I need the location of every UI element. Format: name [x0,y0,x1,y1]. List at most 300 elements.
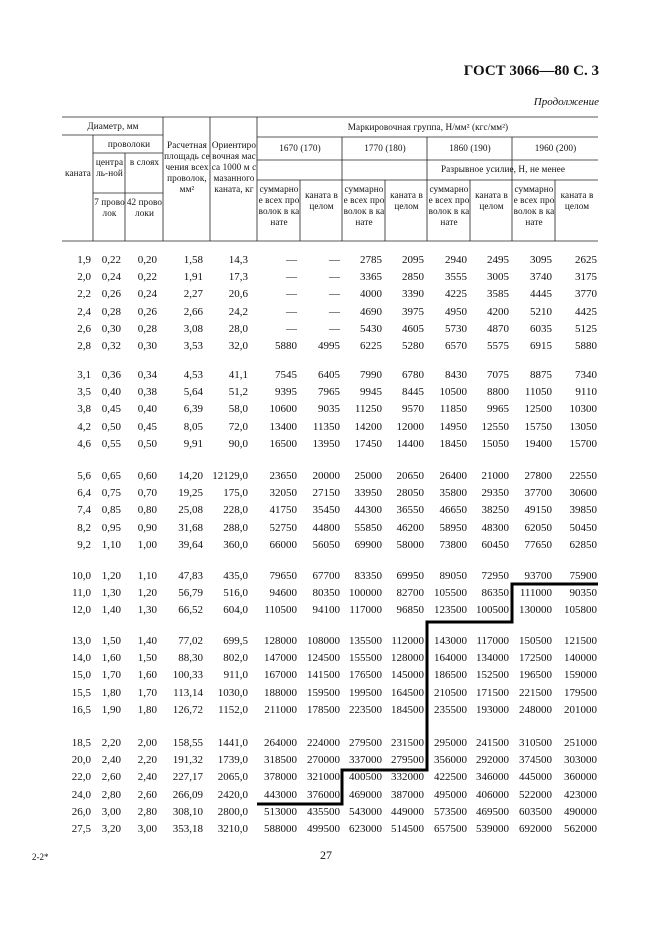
table-cell: 8430 [445,369,467,381]
table-cell: 10500 [439,386,467,399]
table-cell: 2,2 [77,288,91,301]
table-cell: 56050 [312,538,340,551]
table-cell: 196500 [519,669,552,682]
table-cell: 124500 [307,652,340,665]
table-cell: 135500 [349,635,382,647]
table-cell: 62050 [524,521,552,534]
table-cell: 0,45 [137,420,157,433]
table-cell: 2495 [487,254,509,266]
table-cell: 6915 [530,340,552,352]
table-cell: 13,0 [71,635,91,647]
table-cell: 7075 [487,369,509,381]
table-cell: 15750 [524,420,552,433]
table-cell: 73800 [439,538,467,551]
table-cell: 310500 [519,737,552,749]
table-cell: 4950 [445,305,467,318]
table-cell: 1,70 [137,686,157,699]
table-cell: 2850 [402,271,424,284]
table-cell: 288,0 [223,521,248,534]
table-cell: 179500 [564,686,597,699]
table-cell: 15050 [481,437,509,450]
mass-header: Ориентировочная масса 1000 м смазанного каната, кг [211,140,257,194]
table-cell: 72950 [481,570,509,582]
table-cell: 911,0 [223,669,248,682]
table-cell: 0,50 [137,437,157,450]
table-cell: 15,0 [71,669,91,682]
table-cell: 20,0 [71,754,91,767]
table-cell: 12550 [481,420,509,433]
table-cell: 36550 [396,504,424,517]
table-cell: 360000 [564,771,597,784]
table-cell: 172500 [519,652,552,665]
table-cell: 105500 [434,587,467,600]
table-cell: 0,65 [101,470,121,482]
table-cell: 14,20 [178,470,203,482]
table-cell: 44800 [312,521,340,534]
table-cell: 58,0 [228,403,248,416]
table-cell: 374500 [519,754,552,767]
table-cell: 159000 [564,669,597,682]
table-cell: 221500 [519,686,552,699]
table-cell: 152500 [476,669,509,682]
table-cell: 49150 [524,504,552,517]
table-cell: 1,80 [101,686,121,699]
table-cell: 4605 [402,322,424,335]
table-cell: 241500 [476,737,509,749]
table-cell: 3,8 [77,403,91,416]
table-cell: 186500 [434,669,467,682]
table-cell: 3365 [360,271,382,284]
table-cell: 4,53 [183,369,203,381]
table-cell: 24,0 [71,788,91,801]
table-cell: 0,30 [101,322,121,335]
table-cell: 51,2 [228,386,248,399]
table-cell: 80350 [312,587,340,600]
wires-header: проволоки [107,139,151,149]
table-cell: 3095 [530,254,552,266]
table-cell: 1,70 [101,669,121,682]
table-cell: 94100 [312,604,340,617]
table-cell: 21000 [481,470,509,482]
table-cell: 802,0 [223,652,248,665]
table-cell: 1,30 [101,587,121,600]
table-cell: 66,52 [178,604,203,617]
table-cell: 1,20 [137,587,157,600]
sum-header: суммарное всех проволок в канате [258,184,300,227]
table-cell: 77650 [524,538,552,551]
table-cell: 495000 [434,788,467,801]
table-cell: 134000 [476,652,509,665]
table-cell: 4225 [445,288,467,301]
table-cell: 17,3 [228,271,248,284]
table-cell: 199500 [349,686,382,699]
table-cell: 5730 [445,322,467,335]
rope-whole-header: каната в целом [390,190,423,211]
table-cell: 188000 [264,686,297,699]
table-cell: 499500 [307,823,340,835]
table-cell: 376000 [307,788,340,801]
table-cell: 27,5 [71,823,91,835]
table-cell: 4,2 [77,420,91,433]
table-cell: 543000 [349,805,382,818]
table-cell: 1,9 [77,254,91,266]
table-cell: 0,22 [101,254,121,266]
table-cell: 1,90 [101,703,121,716]
table-cell: 1,80 [137,703,157,716]
table-cell: — [329,322,340,335]
table-cell: 0,85 [101,504,121,517]
table-cell: 8,05 [183,420,203,433]
table-cell: 128000 [264,635,297,647]
diameter-header: Диаметр, мм [87,121,139,131]
table-cell: 13050 [569,420,597,433]
table-cell: 469500 [476,805,509,818]
table-cell: 13950 [312,437,340,450]
table-cell: 435500 [307,805,340,818]
table-cell: 9395 [275,386,297,399]
table-cell: 406000 [476,788,509,801]
table-cell: 14400 [396,437,424,450]
table-cell: 140000 [564,652,597,665]
layers-header: в слоях [129,157,160,167]
table-cell: 4200 [487,305,509,318]
table-cell: 573500 [434,805,467,818]
table-cell: 211000 [264,703,297,716]
grade-group-header: Маркировочная группа, Н/мм² (кгс/мм²) [347,122,509,132]
fortytwo-wires-header: 42 проволоки [126,197,163,218]
table-cell: 126,72 [172,703,203,716]
table-cell: 12129,0 [212,470,248,482]
table-cell: 3,00 [101,805,121,818]
table-cell: 83350 [354,570,382,582]
table-cell: 112000 [391,635,424,647]
table-cell: 2,20 [101,737,121,749]
table-cell: 2420,0 [217,788,248,801]
table-cell: 26400 [439,470,467,482]
table-cell: 13400 [269,420,297,433]
table-cell: 400500 [349,771,382,784]
table-cell: 3390 [402,288,424,301]
table-cell: 0,40 [137,403,157,416]
table-cell: 60450 [481,538,509,551]
table-cell: 5280 [402,340,424,352]
table-cell: 193000 [476,703,509,716]
table-cell: 0,24 [137,288,157,301]
table-cell: 1441,0 [217,737,248,749]
table-cell: 2095 [402,254,424,266]
table-cell: 1,30 [137,604,157,617]
table-cell: 2785 [360,254,382,266]
page-number: 27 [320,848,332,862]
table-cell: 3555 [445,271,467,284]
table-cell: 141500 [307,669,340,682]
table-cell: 47,83 [178,570,203,582]
table-cell: 224000 [307,737,340,749]
table-cell: 16500 [269,437,297,450]
table-cell: 23650 [269,470,297,482]
table-cell: 8445 [402,386,424,399]
sum-header: суммарное всех проволок в канате [428,184,470,227]
table-cell: 5,64 [183,386,203,399]
table-cell: 303000 [564,754,597,767]
table-cell: 0,70 [137,487,157,500]
table-cell: 235500 [434,703,467,716]
table-cell: 7990 [360,369,382,381]
table-cell: 6570 [445,340,467,352]
table-cell: 227,17 [172,771,203,784]
table-cell: 52750 [269,521,297,534]
rope-whole-header: каната в целом [305,190,338,211]
table-cell: 11250 [354,403,382,416]
table-cell: 159500 [307,686,340,699]
table-cell: 58000 [396,538,424,551]
table-cell: 130000 [519,604,552,617]
table-cell: 4690 [360,305,382,318]
table-cell: 4995 [318,340,340,352]
table-cell: 3770 [575,288,597,301]
table-cell: 32050 [269,487,297,500]
footer-code: 2-2* [32,852,49,862]
table-cell: 8,2 [77,521,91,534]
table-cell: 39,64 [178,538,203,551]
table-cell: 5,6 [77,470,91,482]
table-cell: 69950 [396,570,424,582]
table-cell: 14200 [354,420,382,433]
table-cell: — [329,271,340,284]
table-cell: 9035 [318,403,340,416]
table-cell: 100000 [349,587,382,600]
table-cell: 321000 [307,771,340,784]
table-cell: 121500 [564,635,597,647]
table-cell: 30600 [569,487,597,500]
table-cell: 75900 [569,570,597,582]
table-cell: 155500 [349,652,382,665]
table-cell: 1,10 [137,570,157,582]
table-cell: 12500 [524,403,552,416]
table-cell: 0,32 [101,340,121,352]
table-cell: 228,0 [223,504,248,517]
table-cell: 35800 [439,487,467,500]
table-cell: 6225 [360,340,382,352]
table-cell: 0,90 [137,521,157,534]
table-cell: 178500 [307,703,340,716]
table-cell: 295000 [434,737,467,749]
table-cell: 82700 [396,587,424,600]
table-cell: 1030,0 [217,686,248,699]
table-cell: 603500 [519,805,552,818]
table-cell: 522000 [519,788,552,801]
table-cell: 2,27 [183,288,203,301]
table-cell: 69900 [354,538,382,551]
table-cell: 6,39 [183,403,203,416]
table-cell: — [329,305,340,318]
continued-label: Продолжение [533,96,599,108]
table-cell: 2,40 [101,754,121,767]
table-cell: 5210 [530,305,552,318]
table-cell: 3740 [530,271,552,284]
table-cell: 46650 [439,504,467,517]
table-cell: 0,34 [137,369,157,381]
table-cell: 1,40 [137,635,157,647]
table-cell: — [286,271,297,284]
table-cell: 9965 [487,403,509,416]
table-cell: 490000 [564,805,597,818]
table-cell: 2800,0 [217,805,248,818]
table-cell: 0,38 [137,386,157,399]
table-cell: 55850 [354,521,382,534]
table-cell: 93700 [524,570,552,582]
table-cell: 66000 [269,538,297,551]
table-cell: 32,0 [228,340,248,352]
table-cell: 89050 [439,570,467,582]
table-cell: 2,8 [77,340,91,352]
table-cell: 279500 [349,737,382,749]
sum-header: суммарное всех проволок в канате [513,184,555,227]
table-cell: 2,66 [183,305,203,318]
table-cell: 20000 [312,470,340,482]
table-cell: 48300 [481,521,509,534]
table-cell: 6780 [402,369,424,381]
table-cell: 2065,0 [217,771,248,784]
table-cell: 27150 [312,487,340,500]
table-cell: 11,0 [72,587,91,600]
table-cell: 11850 [439,403,467,416]
table-cell: 10300 [569,403,597,416]
table-cell: 113,14 [173,686,203,699]
table-cell: 27800 [524,470,552,482]
table-cell: 37700 [524,487,552,500]
table-cell: — [286,322,297,335]
table-cell: 0,45 [101,403,121,416]
seven-wires-header: 7 проволок [94,197,125,218]
table-cell: 16,5 [71,703,91,716]
table-cell: 9,2 [77,538,91,551]
table-cell: 1,20 [101,570,121,582]
table-cell: 279500 [391,754,424,767]
table-cell: 3975 [402,305,424,318]
table-cell: 3,5 [77,386,91,399]
table-cell: 0,28 [137,322,157,335]
table-cell: 11350 [312,420,340,433]
table-cell: 28,0 [228,322,248,335]
table-cell: 9110 [575,386,597,399]
table-cell: 623000 [349,823,382,835]
table-cell: 0,75 [101,487,121,500]
table-cell: 79650 [269,570,297,582]
table-cell: 2,40 [137,771,157,784]
table-cell: 28050 [396,487,424,500]
table-cell: 12000 [396,420,424,433]
table-cell: 1,60 [101,652,121,665]
table-cell: 31,68 [178,521,203,534]
table-cell: — [286,254,297,266]
breaking-force-header: Разрывное усилие, Н, не менее [440,164,566,174]
table-cell: 110500 [264,604,297,617]
table-cell: 67700 [312,570,340,582]
table-cell: 0,60 [137,470,157,482]
table-cell: 387000 [391,788,424,801]
table-cell: 41,1 [228,369,248,381]
table-cell: 25000 [354,470,382,482]
table-cell: 692000 [519,823,552,835]
table-cell: 0,30 [137,340,157,352]
rope-header: каната [65,168,91,178]
table-cell: 0,55 [101,437,121,450]
table-cell: 3,53 [183,340,203,352]
table-cell: 469000 [349,788,382,801]
table-cell: 0,36 [101,369,121,381]
table-cell: 164000 [434,652,467,665]
table-cell: 353,18 [172,823,203,835]
table-cell: 264000 [264,737,297,749]
table-cell: 2,80 [137,805,157,818]
grade-1960: 1960 (200) [534,143,577,153]
table-cell: 346000 [476,771,509,784]
table-cell: 18,5 [71,737,91,749]
table-cell: 0,28 [101,305,121,318]
central-header: централь-ной [95,157,124,178]
table-cell: 0,26 [101,288,121,301]
table-cell: 657500 [434,823,467,835]
table-cell: 1739,0 [217,754,248,767]
table-cell: 5575 [487,340,509,352]
table-cell: 2940 [445,254,467,266]
table-cell: 50450 [569,521,597,534]
table-cell: 378000 [264,771,297,784]
table-cell: 123500 [434,604,467,617]
table-cell: 0,20 [137,254,157,266]
table-cell: 422500 [434,771,467,784]
table-cell: 10600 [269,403,297,416]
document-title: ГОСТ 3066—80 С. 3 [463,63,599,79]
table-cell: 270000 [307,754,340,767]
table-cell: 17450 [354,437,382,450]
table-cell: 7545 [275,369,297,381]
table-cell: 10,0 [71,570,91,582]
table-cell: 0,80 [137,504,157,517]
table-cell: 58950 [439,521,467,534]
table-cell: 176500 [349,669,382,682]
table-cell: 445000 [519,771,552,784]
table-cell: 143000 [434,635,467,647]
table-cell: 117000 [476,635,509,647]
table-cell: 96850 [396,604,424,617]
table-cell: 62850 [569,538,597,551]
table-cell: 2,60 [101,771,121,784]
table-cell: 449000 [391,805,424,818]
table-cell: 435,0 [223,570,248,582]
table-cell: 18450 [439,437,467,450]
table-cell: 360,0 [223,538,248,551]
table-cell: 9570 [402,403,424,416]
table-cell: 164500 [391,686,424,699]
table-cell: — [286,305,297,318]
table-cell: 4,6 [77,437,91,450]
table-cell: 77,02 [178,635,203,647]
table-cell: 6035 [530,322,552,335]
table-cell: 231500 [391,737,424,749]
table-cell: 56,79 [178,587,203,600]
table-cell: 2,00 [137,737,157,749]
table-cell: 12,0 [71,604,91,617]
table-cell: 2,0 [77,271,91,284]
table-cell: 604,0 [223,604,248,617]
table-cell: 0,95 [101,521,121,534]
table-cell: 699,5 [223,635,248,647]
table-cell: 20,6 [228,288,248,301]
table-cell: 184500 [391,703,424,716]
table-cell: 35450 [312,504,340,517]
